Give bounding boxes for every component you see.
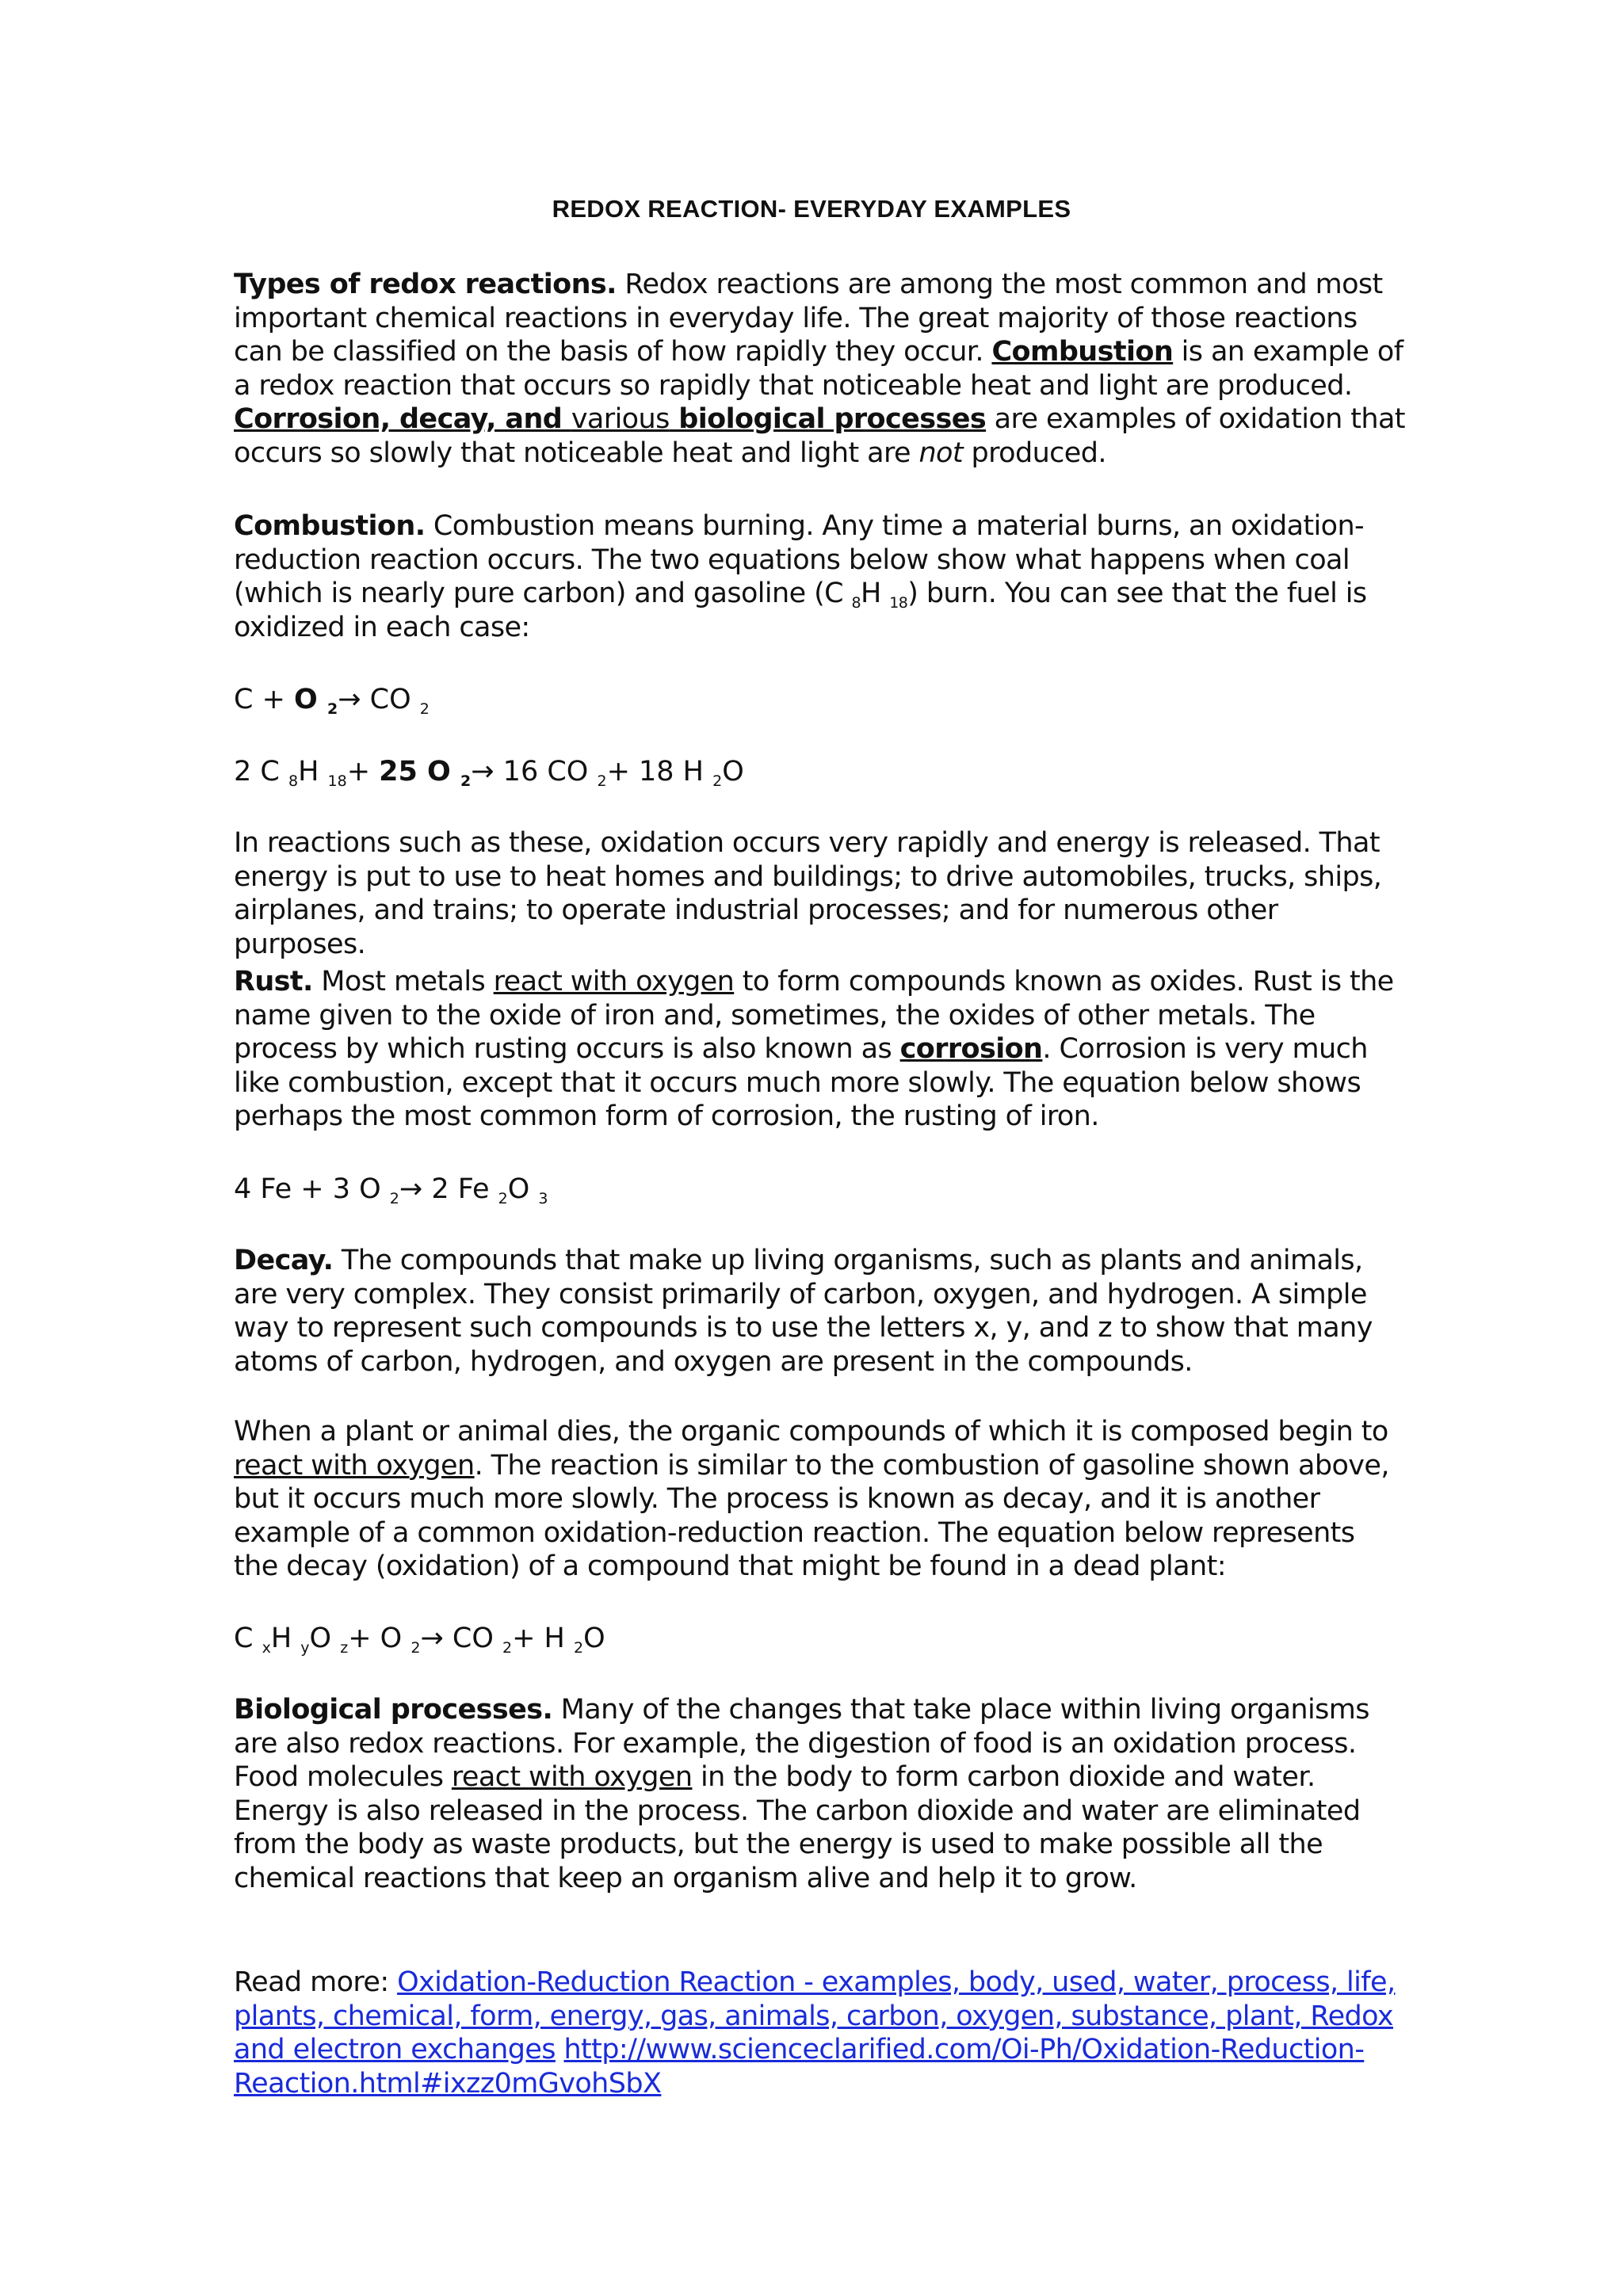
equation-decay: C $_x$H $_y$O $_z$+ O $_2$→ CO $_2$+ H $_2$O — [234, 1623, 605, 1657]
equation-coal: C + O $_2$→ CO $_2$ — [234, 684, 430, 718]
label-decay: Decay. — [234, 1245, 334, 1276]
term-corrosion: corrosion — [899, 1033, 1043, 1065]
label-types: Types of redox reactions. — [234, 269, 617, 300]
equation-gasoline: 2 C $_8$H $_{18}$+ 25 O $_2$→ 16 CO $_2$+ 18 H $_2$O — [234, 756, 744, 790]
paragraph-biological: Biological processes. Many of the changes that take place within living organisms are also redox reactions. For example, the digestion of food is an oxidation process. Food molecules react with oxygen in the body to form carbon dioxide and water. Energy is also released in the process. The carbon dioxide and water are eliminated from the body as waste products, but the energy is used to make possible all the chemical reactions that keep an organism alive and help it to grow. — [234, 1694, 1369, 1894]
read-more-article-link[interactable]: Oxidation-Reduction Reaction - examples, body, used, water, process, life, plants, chemical, form, energy, gas, animals, carbon, oxygen, substance, plant, Redox and electron exchanges — [234, 1966, 1396, 2065]
link-react-with-oxygen[interactable]: react with oxygen — [451, 1761, 693, 1793]
term-corrosion-decay: Corrosion, decay, and — [234, 403, 571, 435]
equation-rust: 4 Fe + 3 O $_2$→ 2 Fe $_2$O $_3$ — [234, 1173, 548, 1207]
read-more: Read more: Oxidation-Reduction Reaction - examples, body, used, water, process, life, plants, chemical, form, energy, gas, animals, carbon, oxygen, substance, plant, Redox and electron exchanges http://www.scienceclarified.com/Oi-Ph/Oxidation-Reduction-Reaction.html#ixzz0mGvohSbX — [234, 1966, 1396, 2100]
paragraph-energy: In reactions such as these, oxidation occurs very rapidly and energy is released. That energy is put to use to heat homes and buildings; to drive automobiles, trucks, ships, airplanes, and trains; to operate industrial processes; and for numerous other purposes. — [234, 827, 1382, 960]
read-more-url-link[interactable]: http://www.scienceclarified.com/Oi-Ph/Oxidation-Reduction-Reaction.html#ixzz0mGvohSbX — [234, 2034, 1365, 2100]
label-rust: Rust. — [234, 966, 313, 997]
paragraph-types: Types of redox reactions. Redox reactions are among the most common and most important chemical reactions in everyday life. The great majority of those reactions can be classified on the basis of how rapidly they occur. Combustion is an example of a redox reaction that occurs so rapidly that noticeable heat and light are produced. Corrosion, decay, and various biological processes are examples of oxidation that occurs so slowly that noticeable heat and light are not produced. — [234, 269, 1405, 469]
label-biological: Biological processes. — [234, 1694, 553, 1726]
link-react-with-oxygen[interactable]: react with oxygen — [493, 966, 735, 997]
paragraph-rust: Rust. Most metals react with oxygen to form compounds known as oxides. Rust is the name given to the oxide of iron and, sometimes, the oxides of other metals. The process by which rusting occurs is also known as corrosion. Corrosion is very much like combustion, except that it occurs much more slowly. The equation below shows perhaps the most common form of corrosion, the rusting of iron. — [234, 966, 1394, 1132]
term-combustion: Combustion — [991, 336, 1174, 368]
page-title: REDOX REACTION- EVERYDAY EXAMPLES — [552, 195, 1071, 223]
paragraph-decay: Decay. The compounds that make up living organisms, such as plants and animals, are very complex. They consist primarily of carbon, oxygen, and hydrogen. A simple way to represent such compounds is to use the letters x, y, and z to show that many atoms of carbon, hydrogen, and oxygen are present in the compounds. — [234, 1245, 1373, 1378]
link-react-with-oxygen[interactable]: react with oxygen — [234, 1449, 475, 1482]
term-biological-processes: biological processes — [669, 403, 987, 435]
label-combustion: Combustion. — [234, 510, 426, 542]
paragraph-plant-dies: When a plant or animal dies, the organic compounds of which it is composed begin to react with oxygen. The reaction is similar to the combustion of gasoline shown above, but it occurs much more slowly. The process is known as decay, and it is another example of a common oxidation-reduction reaction. The equation below represents the decay (oxidation) of a compound that might be found in a dead plant: — [234, 1416, 1389, 1582]
paragraph-combustion: Combustion. Combustion means burning. Any time a material burns, an oxidation-reduction reaction occurs. The two equations below show what happens when coal (which is nearly pure carbon) and gasoline (C $_8$H $_{18}$) burn. You can see that the fuel is oxidized in each case: — [234, 510, 1367, 643]
